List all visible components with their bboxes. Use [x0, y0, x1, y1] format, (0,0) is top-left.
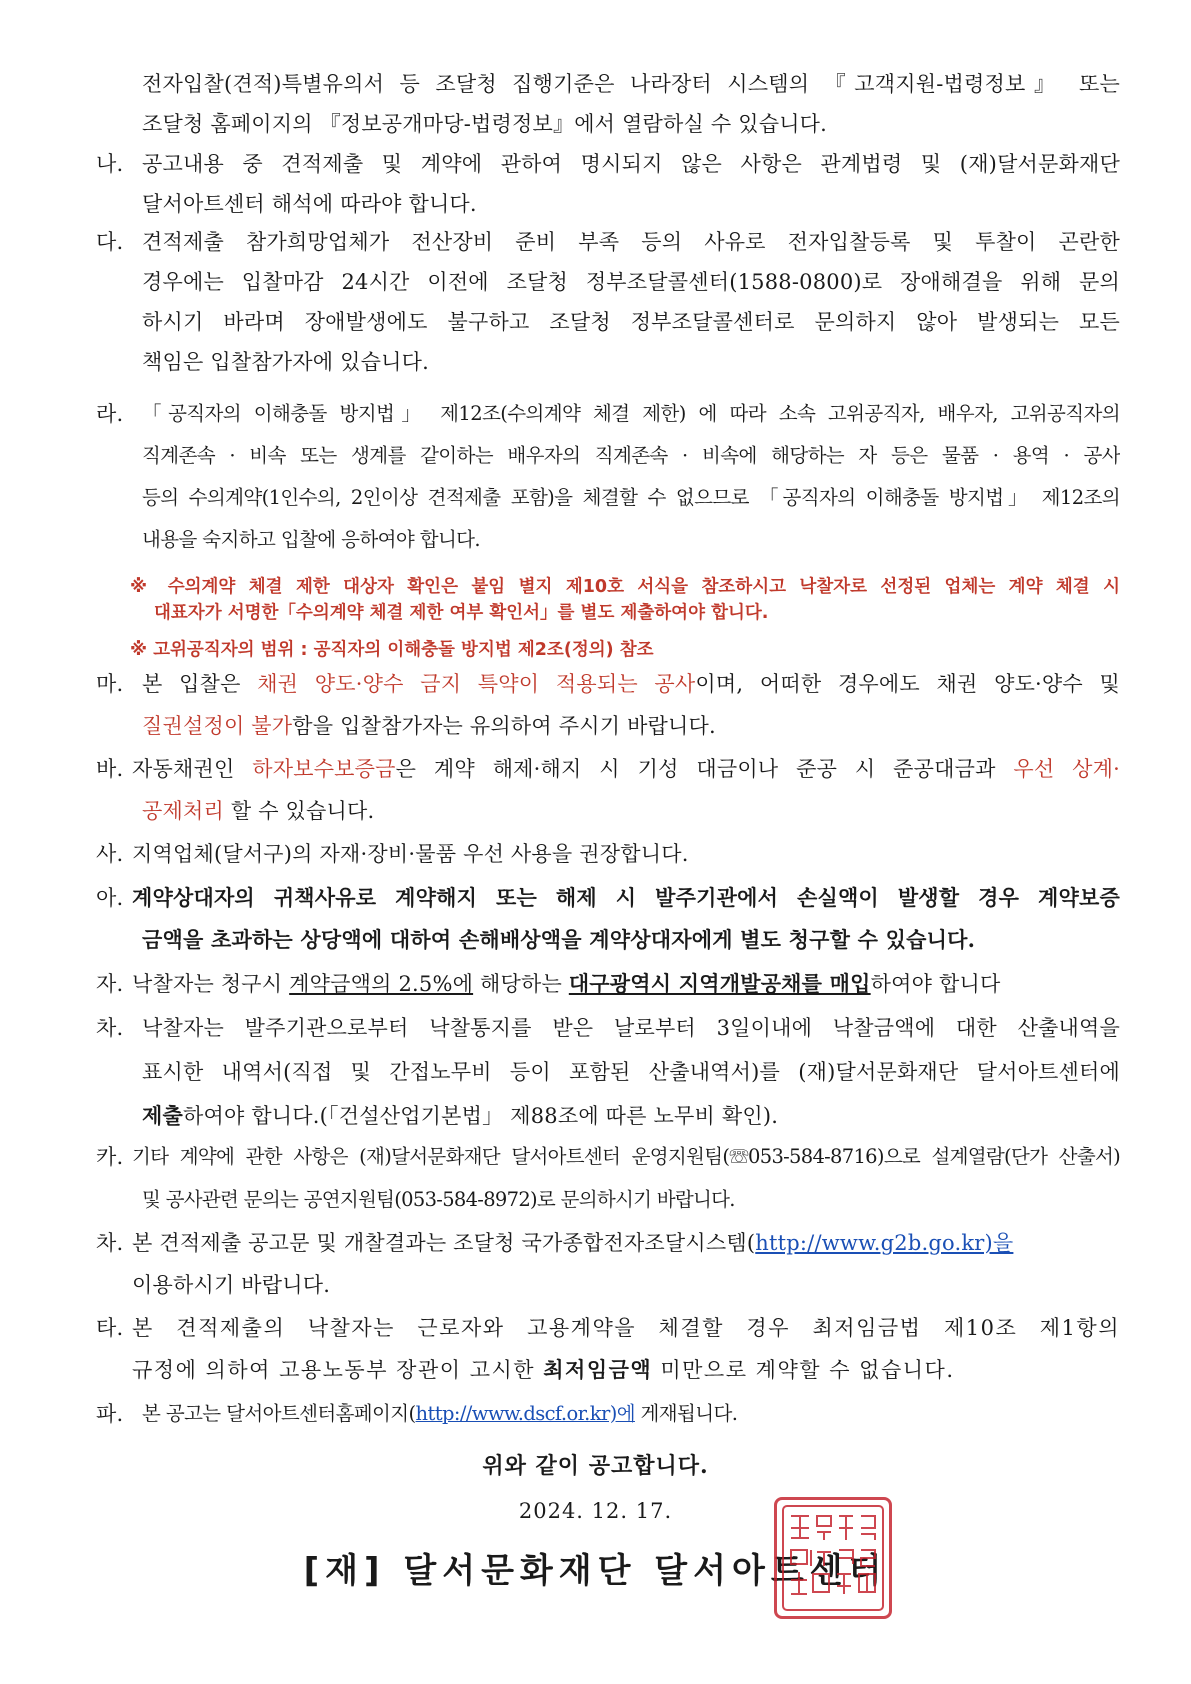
- clause-ta: [96, 1312, 1120, 1388]
- clause-line: 지역업체(달서구)의 자재·장비·물품 우선 사용을 권장합니다.: [132, 842, 689, 866]
- clause-ma: [96, 668, 1120, 740]
- dscf-link[interactable]: http://www.dscf.or.kr)에: [415, 1402, 635, 1425]
- clause-a: [96, 882, 1120, 958]
- clause-text: 할 수 있습니다.: [223, 799, 375, 823]
- clause-marker: 파.: [96, 1402, 124, 1426]
- clause-text: 하여야 합니다: [870, 972, 1001, 996]
- clause-marker: 타.: [96, 1316, 124, 1340]
- clause-line: 금액을 초과하는 상당액에 대하여 손해배상액을 계약상대자에게 별도 청구할 수 있습니다.: [142, 927, 976, 952]
- clause-line: 달서아트센터 해석에 따라야 합니다.: [142, 192, 477, 216]
- clause-text: 해당하는: [473, 972, 569, 996]
- clause-marker: 바.: [96, 757, 124, 781]
- clause-text: 낙찰자는 청구시: [132, 972, 290, 996]
- clause-line: [142, 668, 1120, 698]
- clause-marker: 자.: [96, 972, 124, 996]
- clause-na: [96, 148, 1120, 220]
- intro-paragraph: [96, 68, 1120, 138]
- clause-marker: 마.: [96, 672, 124, 696]
- clause-text: 게재됩니다.: [634, 1402, 738, 1425]
- official-seal: [774, 1497, 892, 1619]
- issuer-name: [재] 달서문화재단 달서아트센터: [303, 1551, 888, 1591]
- g2b-link[interactable]: http://www.g2b.go.kr)을: [755, 1231, 1014, 1255]
- clause-line: [132, 1227, 1013, 1257]
- clause-da: [96, 226, 1120, 376]
- clause-line: [132, 753, 1120, 783]
- clause-line: [142, 1398, 737, 1426]
- clause-line: [132, 1354, 955, 1384]
- clause-ja: [96, 968, 1120, 1000]
- clause-line: 이용하시기 바랍니다.: [132, 1273, 331, 1297]
- minimum-wage: 최저임금액: [543, 1357, 653, 1382]
- contract-amount-rate: 계약금액의 2.5%에: [289, 972, 474, 996]
- clause-marker: 다.: [96, 230, 124, 254]
- clause-line: [132, 968, 1000, 998]
- clause-marker: 차.: [96, 1016, 124, 1040]
- clause-line: 내용을 숙지하고 입찰에 응하여야 합니다.: [142, 528, 481, 551]
- clause-cha-2: [96, 1227, 1120, 1299]
- defect-warranty-deposit: 하자보수보증금: [252, 757, 396, 781]
- clause-text: 하여야 합니다.(「건설산업기본법」 제88조에 따른 노무비 확인).: [182, 1104, 779, 1128]
- deduction-processing: 공제처리: [142, 799, 224, 823]
- clause-line: 기타 계약에 관한 사항은 (재)달서문화재단 달서아트센터 운영지원팀(☏053-584-8716)으로 설계열람(단가 산출서): [132, 1145, 1120, 1168]
- bond-transfer-prohibition: 채권 양도·양수 금지 특약이 적용되는 공사: [257, 672, 696, 696]
- regional-bond-purchase: 대구광역시 지역개발공채를 매입: [568, 971, 871, 996]
- clause-sa: [96, 838, 1120, 870]
- clause-text: 은 계약 해제·해지 시 기성 대금이나 준공 시 준공대금과: [395, 757, 1014, 781]
- clause-line: 및 공사관련 문의는 공연지원팀(053-584-8972)로 문의하시기 바랍니다.: [142, 1188, 735, 1211]
- notice-date: 2024. 12. 17.: [518, 1499, 673, 1523]
- note-line: 대표자가 서명한「수의계약 체결 제한 여부 확인서」를 별도 제출하여야 합니다.: [154, 603, 769, 623]
- clause-marker: 카.: [96, 1145, 124, 1169]
- clause-pa: [96, 1398, 1120, 1430]
- official-scope-note: [130, 636, 1120, 662]
- clause-ka: [96, 1141, 1120, 1217]
- clause-marker: 사.: [96, 842, 124, 866]
- clause-line: 견적제출 참가희망업체가 전산장비 준비 부족 등의 사유로 전자입찰등록 및 투찰이 곤란한: [142, 230, 1120, 254]
- intro-line-1: 전자입찰(견적)특별유의서 등 조달청 집행기준은 나라장터 시스템의 『고객지원-법령정보』 또는: [142, 72, 1120, 96]
- priority-offset: 우선 상계·: [1013, 757, 1120, 781]
- clause-line: [142, 1100, 778, 1130]
- clause-text: 이며, 어떠한 경우에도 채권 양도·양수 및: [695, 672, 1120, 696]
- clause-line: 경우에는 입찰마감 24시간 이전에 조달청 정부조달콜센터(1588-0800)로 장애해결을 위해 문의: [142, 270, 1120, 294]
- clause-line: 낙찰자는 발주기관으로부터 낙찰통지를 받은 날로부터 3일이내에 낙찰금액에 대한 산출내역을: [142, 1016, 1120, 1040]
- clause-line: 직계존속 · 비속 또는 생계를 같이하는 배우자의 직계존속 · 비속에 해당하는 자 등은 물품 · 용역 · 공사: [142, 444, 1120, 467]
- clause-text: 제출: [142, 1103, 183, 1128]
- clause-text: 본 입찰은: [142, 672, 258, 696]
- clause-line: 계약상대자의 귀책사유로 계약해지 또는 해제 시 발주기관에서 손실액이 발생할 경우 계약보증: [132, 885, 1120, 910]
- clause-line: 공고내용 중 견적제출 및 계약에 관하여 명시되지 않은 사항은 관계법령 및 (재)달서문화재단: [142, 152, 1120, 176]
- clause-text: 규정에 의하여 고용노동부 장관이 고시한: [132, 1358, 544, 1382]
- clause-line: [142, 795, 374, 825]
- clause-marker: 나.: [96, 152, 124, 176]
- clause-line: 책임은 입찰참가자에 있습니다.: [142, 350, 429, 374]
- clause-marker: 차.: [96, 1231, 124, 1255]
- clause-line: 본 견적제출의 낙찰자는 근로자와 고용계약을 체결할 경우 최저임금법 제10조 제1항의: [132, 1316, 1120, 1340]
- clause-marker: 아.: [96, 886, 124, 910]
- clause-line: 표시한 내역서(직접 및 간접노무비 등이 포함된 산출내역서)를 (재)달서문화재단 달서아트센터에: [142, 1060, 1120, 1084]
- clause-line: [142, 710, 716, 740]
- closing-statement: 위와 같이 공고합니다.: [482, 1453, 709, 1479]
- clause-text: 함을 입찰참가자는 유의하여 주시기 바랍니다.: [292, 714, 716, 738]
- seal-stamp-icon: [777, 1500, 889, 1616]
- clause-text: 자동채권인: [132, 757, 253, 781]
- clause-ra: [96, 398, 1120, 551]
- clause-ba: [96, 753, 1120, 825]
- clause-cha: [96, 1012, 1120, 1130]
- pledge-prohibition: 질권설정이 불가: [142, 714, 293, 738]
- intro-line-2: 조달청 홈페이지의 『정보공개마당-법령정보』에서 열람하실 수 있습니다.: [142, 112, 828, 136]
- note-line: ※ 고위공직자의 범위 : 공직자의 이해충돌 방지법 제2조(정의) 참조: [130, 640, 654, 660]
- clause-text: 본 공고는 달서아트센터홈페이지(: [142, 1402, 416, 1425]
- clause-text: 본 견적제출 공고문 및 개찰결과는 조달청 국가종합전자조달시스템(: [132, 1231, 756, 1255]
- clause-line: 「공직자의 이해충돌 방지법」 제12조(수의계약 체결 제한) 에 따라 소속 고위공직자, 배우자, 고위공직자의: [142, 402, 1120, 425]
- restriction-note: [130, 573, 1120, 623]
- clause-line: 하시기 바라며 장애발생에도 불구하고 조달청 정부조달콜센터로 문의하지 않아 발생되는 모든: [142, 310, 1120, 334]
- clause-text: 미만으로 계약할 수 없습니다.: [652, 1358, 955, 1382]
- note-line: ※ 수의계약 체결 제한 대상자 확인은 붙임 별지 제10호 서식을 참조하시고 낙찰자로 선정된 업체는 계약 체결 시: [130, 577, 1120, 597]
- clause-marker: 라.: [96, 402, 124, 426]
- clause-line: 등의 수의계약(1인수의, 2인이상 견적제출 포함)을 체결할 수 없으므로 「공직자의 이해충돌 방지법」 제12조의: [142, 486, 1120, 509]
